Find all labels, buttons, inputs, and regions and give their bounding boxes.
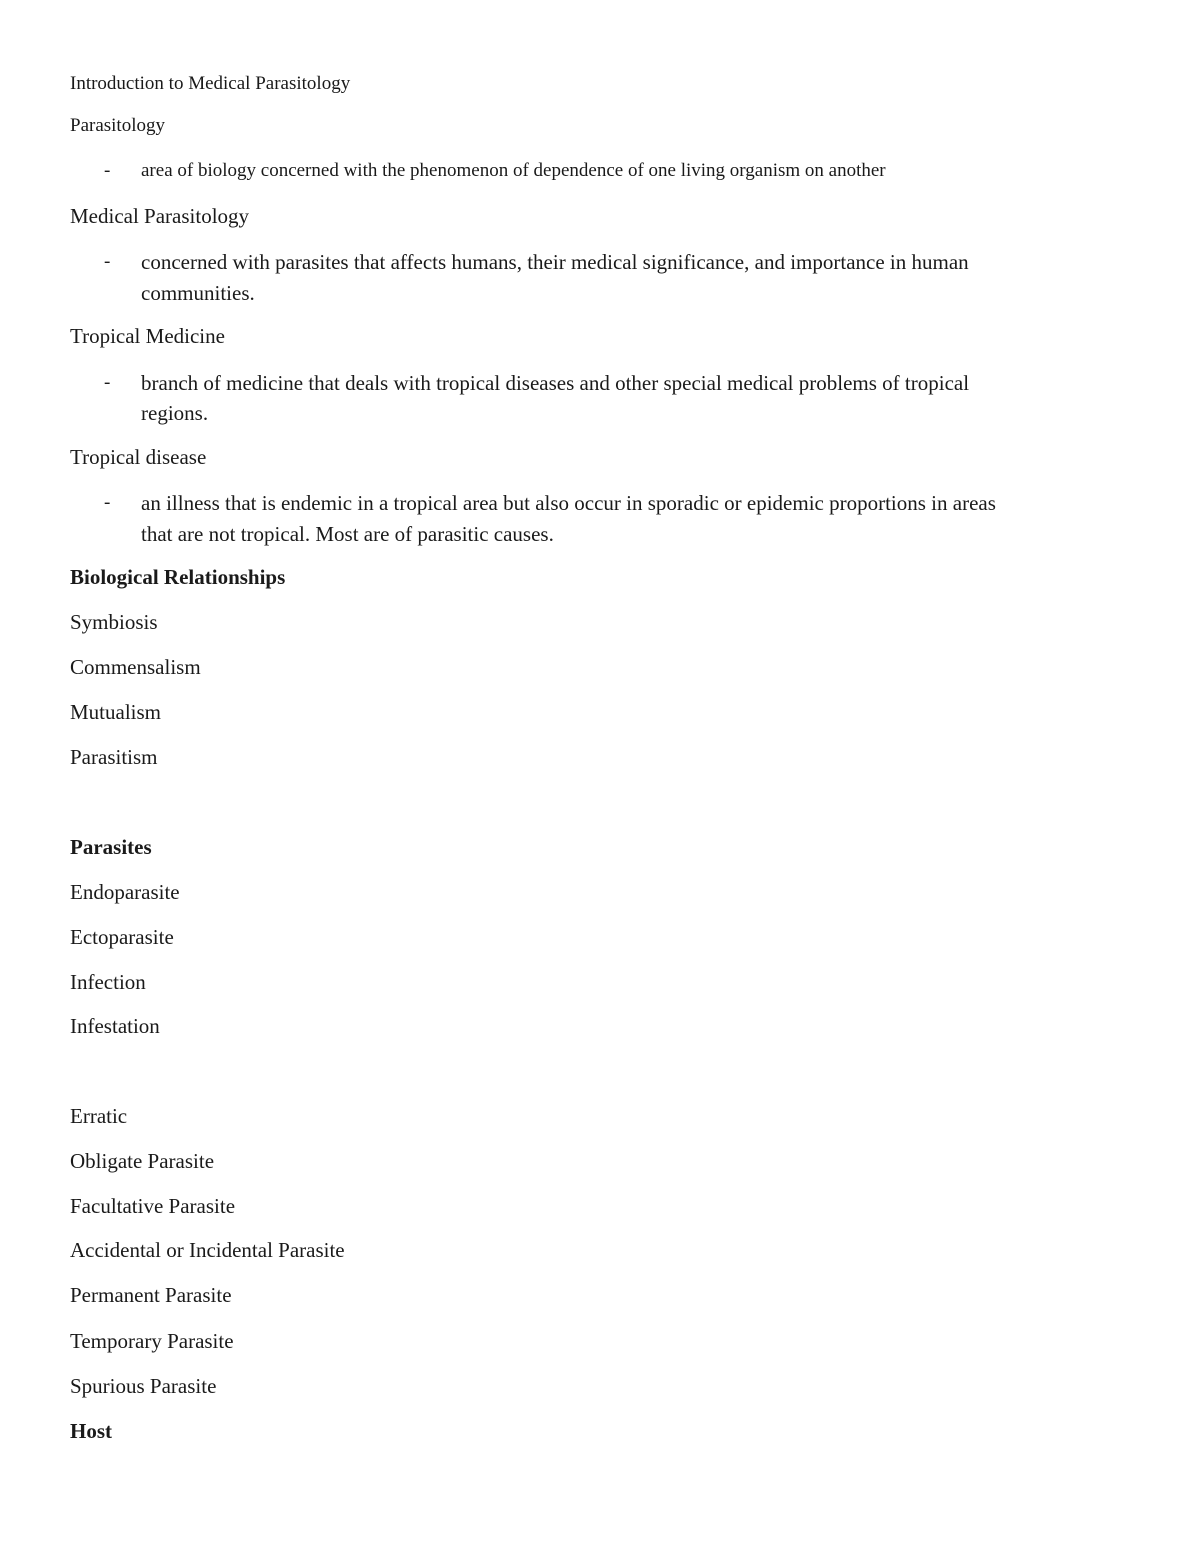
list-item: Infestation bbox=[70, 1014, 160, 1038]
list-item: Infection bbox=[70, 970, 146, 994]
list-item: Endoparasite bbox=[70, 880, 180, 904]
definition-medical-parasitology-line2: communities. bbox=[141, 281, 255, 305]
heading-host: Host bbox=[70, 1419, 112, 1443]
term-medical-parasitology: Medical Parasitology bbox=[70, 204, 250, 228]
list-item: Ectoparasite bbox=[70, 925, 174, 949]
term-parasitology: Parasitology bbox=[70, 115, 165, 136]
list-item: Commensalism bbox=[70, 655, 201, 679]
definition-tropical-disease-line2: that are not tropical. Most are of parasitic causes. bbox=[141, 522, 554, 546]
definition-tropical-medicine-line2: regions. bbox=[141, 401, 209, 425]
list-item: Facultative Parasite bbox=[70, 1194, 236, 1218]
term-tropical-disease: Tropical disease bbox=[70, 445, 207, 469]
heading-biological-relationships: Biological Relationships bbox=[70, 565, 286, 589]
definition-tropical-disease-line1: an illness that is endemic in a tropical area but also occur in sporadic or epidemic proportions in areas bbox=[141, 491, 996, 515]
list-item: Mutualism bbox=[70, 700, 162, 724]
list-item: Accidental or Incidental Parasite bbox=[70, 1238, 345, 1262]
heading-parasites: Parasites bbox=[70, 835, 152, 859]
list-item: Spurious Parasite bbox=[70, 1374, 217, 1398]
list-item: Erratic bbox=[70, 1104, 128, 1128]
definition-parasitology: area of biology concerned with the phenomenon of dependence of one living organism on another bbox=[141, 160, 886, 181]
list-item: Temporary Parasite bbox=[70, 1329, 234, 1353]
bullet-dash: - bbox=[104, 492, 111, 513]
bullet-dash: - bbox=[104, 160, 111, 181]
term-tropical-medicine: Tropical Medicine bbox=[70, 324, 225, 348]
bullet-dash: - bbox=[104, 251, 111, 272]
list-item: Parasitism bbox=[70, 745, 158, 769]
list-item: Obligate Parasite bbox=[70, 1149, 215, 1173]
definition-tropical-medicine-line1: branch of medicine that deals with tropical diseases and other special medical problems of tropical bbox=[141, 371, 970, 395]
definition-medical-parasitology-line1: concerned with parasites that affects humans, their medical significance, and importance in human bbox=[141, 250, 969, 274]
document-title: Introduction to Medical Parasitology bbox=[70, 73, 351, 94]
list-item: Permanent Parasite bbox=[70, 1283, 232, 1307]
bullet-dash: - bbox=[104, 372, 111, 393]
list-item: Symbiosis bbox=[70, 610, 158, 634]
